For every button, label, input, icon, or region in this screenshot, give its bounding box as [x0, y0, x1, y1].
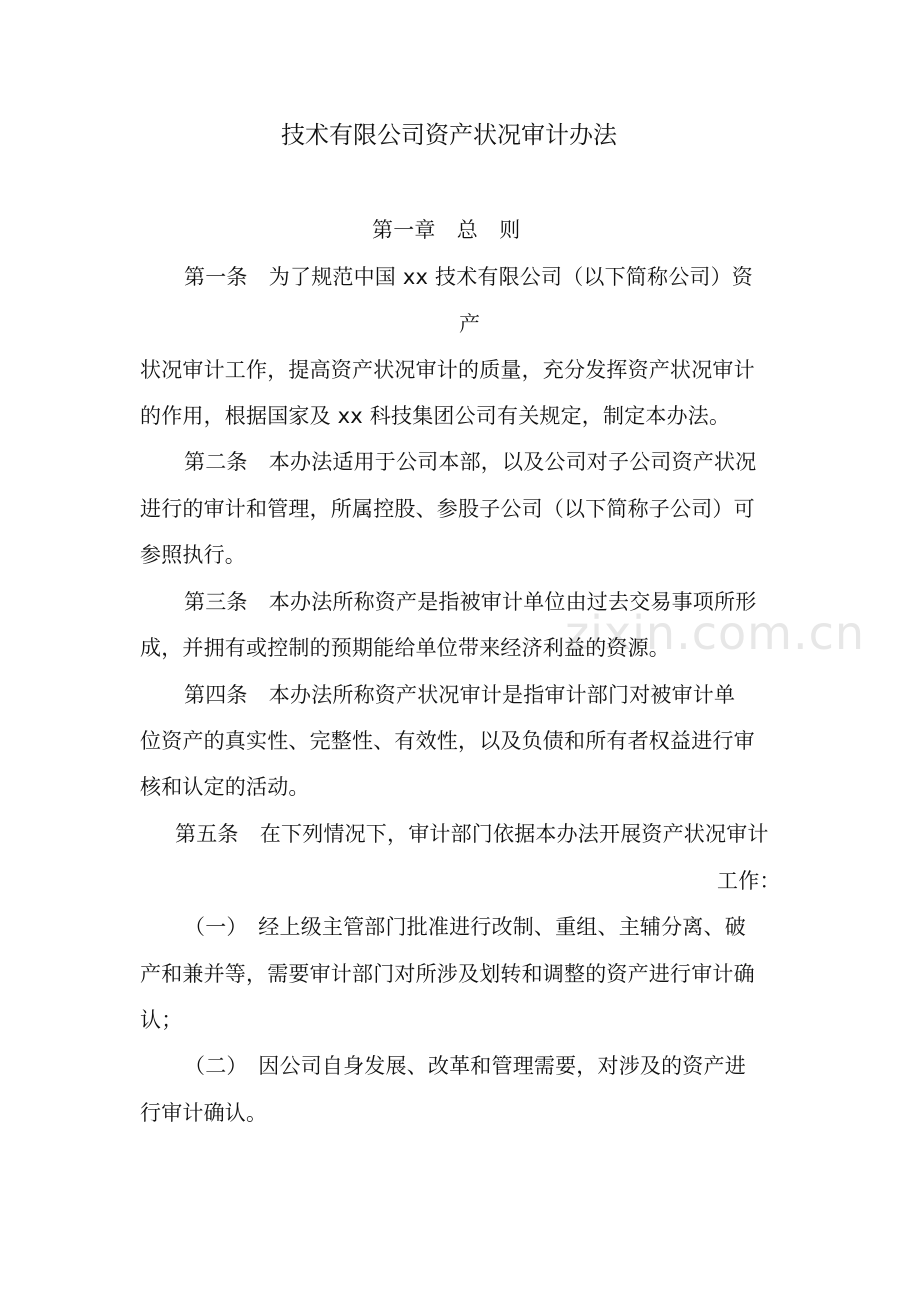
item-1-line: （一） 经上级主管部门批准进行改制、重组、主辅分离、破	[184, 915, 746, 939]
article-2-line: 进行的审计和管理，所属控股、参股子公司（以下简称子公司）可	[140, 497, 755, 521]
article-3-line: 成，并拥有或控制的预期能给单位带来经济利益的资源。	[140, 636, 670, 660]
watermark: zixin.com.cn	[565, 606, 866, 660]
item-2-line: 行审计确认。	[140, 1101, 268, 1125]
article-2-line: 参照执行。	[140, 543, 246, 567]
item-1-line: 认；	[140, 1008, 183, 1032]
item-1-line: 产和兼并等，需要审计部门对所涉及划转和调整的资产进行审计确	[140, 962, 755, 986]
chapter-heading: 第一章 总 则	[372, 218, 521, 242]
article-2-line: 第二条 本办法适用于公司本部，以及公司对子公司资产状况	[184, 450, 757, 474]
article-3-line: 第三条 本办法所称资产是指被审计单位由过去交易事项所形	[184, 590, 757, 614]
article-4-line: 位资产的真实性、完整性、有效性，以及负债和所有者权益进行审	[140, 729, 755, 753]
article-5-line: 第五条 在下列情况下，审计部门依据本办法开展资产状况审计	[175, 822, 769, 846]
page-title: 技术有限公司资产状况审计办法	[281, 121, 617, 149]
article-5-line: 工作：	[717, 869, 781, 893]
article-4-line: 第四条 本办法所称资产状况审计是指审计部门对被审计单	[184, 683, 736, 707]
article-1-line: 第一条 为了规范中国 xx 技术有限公司（以下简称公司）资	[184, 265, 754, 289]
item-2-line: （二） 因公司自身发展、改革和管理需要，对涉及的资产进	[184, 1054, 746, 1078]
article-4-line: 核和认定的活动。	[140, 775, 310, 799]
article-1-line: 的作用，根据国家及 xx 科技集团公司有关规定，制定本办法。	[140, 404, 731, 428]
article-1-line: 状况审计工作，提高资产状况审计的质量，充分发挥资产状况审计	[140, 358, 755, 382]
article-1-line: 产	[459, 312, 481, 336]
